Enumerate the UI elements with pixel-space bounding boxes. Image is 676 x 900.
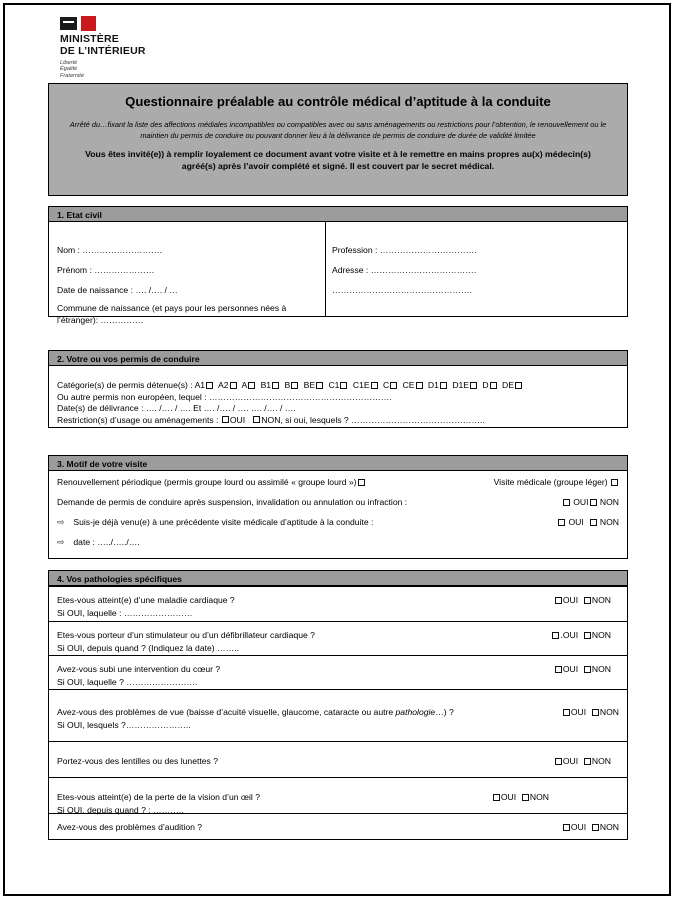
permis-category-label-d1: D1 xyxy=(427,380,439,390)
pathology-row xyxy=(48,814,628,840)
permis-autre-europeen[interactable]: Ou autre permis non européen, lequel : ………………………………………………………. xyxy=(57,391,392,402)
pathology-non-label: NON xyxy=(591,630,611,640)
permis-category-label-a: A xyxy=(241,380,248,390)
motif-visite-precedente-answers xyxy=(557,516,619,529)
field-profession[interactable]: Profession : ……………………………. xyxy=(332,245,477,255)
motif-renouvellement-row xyxy=(57,476,619,489)
legal-reference-text: Arrêté du…fixant la liste des affections médiales incompatibles ou compatibles avec ou sans aménagements ou restrictions pour l’obtention, le renouvellement ou le maintien du permis de conduire ou pouvant donner lieu à la délivrance de permis de conduire de durée de validité limitée xyxy=(69,120,607,140)
permis-category-c1e[interactable] xyxy=(353,380,379,390)
restriction-non-label: NON, si oui, lesquels ? ……………………………………….. xyxy=(261,414,485,425)
permis-category-checkbox-a1[interactable] xyxy=(206,382,213,389)
motif-groupe-leger-checkbox[interactable] xyxy=(611,479,618,486)
permis-category-label-d: D xyxy=(482,380,489,390)
section-2-heading: 2. Votre ou vos permis de conduire xyxy=(48,350,628,366)
permis-category-label-ce: CE xyxy=(402,380,415,390)
permis-category-checkbox-c1e[interactable] xyxy=(371,382,378,389)
motif-date-row xyxy=(57,536,619,549)
permis-category-checkbox-a[interactable] xyxy=(248,382,255,389)
permis-category-label-c: C xyxy=(382,380,390,390)
pathology-oui-checkbox[interactable] xyxy=(563,824,570,831)
ministry-line-1: MINISTÈRE xyxy=(60,33,119,45)
motif-date-field[interactable]: date : …../…../…. xyxy=(73,537,140,547)
permis-category-checkbox-c1[interactable] xyxy=(340,382,347,389)
permis-category-ce[interactable] xyxy=(403,380,424,390)
pathology-oui-label: OUI xyxy=(570,707,587,717)
permis-category-c1[interactable] xyxy=(328,380,348,390)
permis-category-checkbox-d1[interactable] xyxy=(440,382,447,389)
pathology-row xyxy=(48,690,628,742)
pathology-row xyxy=(48,622,628,656)
motif-suspension-non-label: NON xyxy=(599,497,619,507)
restriction-label: Restriction(s) d’usage ou aménagements : xyxy=(57,414,219,425)
permis-category-label-de: DE xyxy=(502,380,514,390)
pathology-question: Etes-vous atteint(e) de la perte de la vision d’un œil ? xyxy=(57,792,261,802)
permis-category-b[interactable] xyxy=(284,380,299,390)
permis-category-be[interactable] xyxy=(304,380,324,390)
motto-fraternite: Fraternité xyxy=(60,72,84,79)
pathology-answers xyxy=(492,791,549,804)
section-3-body xyxy=(48,471,628,559)
pathology-answers xyxy=(551,629,611,642)
motif-renouvellement-label: Renouvellement périodique (permis groupe lourd ou assimilé « groupe lourd ») xyxy=(57,477,357,487)
pathology-followup-field[interactable]: Si OUI, depuis quand ? : ……….. xyxy=(57,804,184,815)
motif-precedente-non-checkbox[interactable] xyxy=(590,519,597,526)
pathology-oui-label: OUI xyxy=(562,664,579,674)
restriction-oui-checkbox[interactable] xyxy=(222,416,229,423)
section-1-heading: 1. Etat civil xyxy=(48,206,628,222)
pathology-answers xyxy=(554,755,611,768)
flag-black-block xyxy=(60,17,77,30)
permis-category-checkbox-be[interactable] xyxy=(316,382,323,389)
pathology-question: Etes-vous atteint(e) d’une maladie cardiaque ? xyxy=(57,595,235,605)
field-prenom[interactable]: Prénom : ………………… xyxy=(57,265,155,275)
permis-category-d[interactable] xyxy=(482,380,497,390)
pathology-non-checkbox[interactable] xyxy=(584,632,591,639)
pathology-question: Avez-vous des problèmes de vue (baisse d’acuité visuelle, glaucome, cataracte ou autre pathologie…) ? xyxy=(57,707,454,717)
french-flag-icon xyxy=(60,16,104,31)
ministry-line-2: DE L’INTÉRIEUR xyxy=(60,44,146,57)
pathology-answers xyxy=(554,594,611,607)
instruction-note: Vous êtes invité(e)) à remplir loyalement ce document avant votre visite et à le remettre en mains propres au(x) médecin(s) agréé(s) après l’avoir complété et signé. Il est couvert par le secret médical. xyxy=(85,149,591,171)
section-4-body xyxy=(48,586,628,840)
pathology-non-checkbox[interactable] xyxy=(584,597,591,604)
permis-category-label-a1: A1 xyxy=(194,380,206,390)
section-pathologies xyxy=(48,570,628,840)
permis-category-c[interactable] xyxy=(383,380,398,390)
permis-category-d1e[interactable] xyxy=(452,380,478,390)
permis-category-label-d1e: D1E xyxy=(452,380,470,390)
pathology-non-label: NON xyxy=(591,664,611,674)
motif-visite-groupe-leger xyxy=(494,476,619,489)
pathology-non-label: NON xyxy=(599,822,619,832)
pathology-question: Etes-vous porteur d’un stimulateur ou d’un défibrillateur cardiaque ? xyxy=(57,630,315,640)
section-2-body xyxy=(48,366,628,428)
motif-suspension-non-checkbox[interactable] xyxy=(590,499,597,506)
motif-visite-precedente-label: Suis-je déjà venu(e) à une précédente visite médicale d’aptitude à la conduite : xyxy=(73,517,374,527)
field-adresse[interactable]: Adresse : ………………………………. xyxy=(332,265,477,275)
permis-category-label-c1: C1 xyxy=(328,380,340,390)
flag-red-block xyxy=(81,16,96,31)
permis-category-checkbox-a2[interactable] xyxy=(230,382,237,389)
pathology-oui-checkbox[interactable] xyxy=(563,709,570,716)
ministry-logo xyxy=(60,16,210,79)
motif-groupe-leger-label: Visite médicale (groupe léger) xyxy=(493,477,608,487)
motif-suspension-answers xyxy=(562,496,619,509)
motif-precedente-non-label: NON xyxy=(599,517,619,527)
pathology-row xyxy=(48,778,628,814)
permis-restrictions-line xyxy=(57,415,627,427)
restriction-oui-label: OUI xyxy=(229,414,246,425)
permis-category-checkbox-d[interactable] xyxy=(490,382,497,389)
field-adresse-line2[interactable]: …………………………………………. xyxy=(332,285,472,295)
permis-category-checkbox-de[interactable] xyxy=(515,382,522,389)
restriction-non-checkbox[interactable] xyxy=(253,416,260,423)
pathology-non-label: NON xyxy=(591,756,611,766)
pathology-oui-checkbox[interactable] xyxy=(552,632,559,639)
pathology-row xyxy=(48,586,628,622)
pathology-row xyxy=(48,742,628,778)
permis-categories-line xyxy=(57,380,627,392)
permis-category-d1[interactable] xyxy=(428,380,448,390)
permis-category-label-a2: A2 xyxy=(218,380,229,390)
motif-suspension-row xyxy=(57,496,619,509)
etat-civil-right-column xyxy=(326,222,627,316)
pathology-oui-checkbox[interactable] xyxy=(555,666,562,673)
pathology-question: Portez-vous des lentilles ou des lunettes ? xyxy=(57,756,218,766)
permis-category-label-c1e: C1E xyxy=(352,380,370,390)
permis-category-checkbox-d1e[interactable] xyxy=(470,382,477,389)
pathology-oui-checkbox[interactable] xyxy=(555,758,562,765)
pathology-non-label: NON xyxy=(591,595,611,605)
pathology-followup-field[interactable]: Si OUI, depuis quand ? (Indiquez la date) …….. xyxy=(57,642,240,653)
field-date-naissance[interactable]: Date de naissance : …. /…. / … xyxy=(57,285,178,295)
motif-precedente-oui-checkbox[interactable] xyxy=(558,519,565,526)
permis-dates-delivrance[interactable]: Date(s) de délivrance : …. /…. / …. Et …. /…. / …. …. /…. / …. xyxy=(57,403,296,414)
title-banner xyxy=(48,83,628,196)
arrow-right-icon-2: ⇨ xyxy=(57,537,65,547)
pathology-non-label: NON xyxy=(599,707,619,717)
etat-civil-left-column xyxy=(49,222,326,325)
pathology-non-checkbox[interactable] xyxy=(522,794,529,801)
pathology-oui-label: OUI xyxy=(500,792,517,802)
motif-renouvellement-checkbox[interactable] xyxy=(358,479,365,486)
pathology-followup-field[interactable]: Si OUI, lesquels ?………………….. xyxy=(57,719,191,730)
pathology-non-checkbox[interactable] xyxy=(592,709,599,716)
permis-category-a1[interactable] xyxy=(195,380,215,390)
permis-category-label-be: BE xyxy=(303,380,316,390)
pathology-oui-label: OUI xyxy=(570,822,587,832)
motif-suspension-label: Demande de permis de conduire après suspension, invalidation ou annulation ou infraction : xyxy=(57,497,408,507)
section-3-heading: 3. Motif de votre visite xyxy=(48,455,628,471)
pathology-oui-checkbox[interactable] xyxy=(493,794,500,801)
permis-categories-label: Catégorie(s) de permis détenue(s) : xyxy=(57,380,193,390)
ministry-name xyxy=(60,34,210,57)
pathology-answers xyxy=(554,663,611,676)
motif-precedente-oui-label: OUI xyxy=(568,517,584,527)
pathology-non-checkbox[interactable] xyxy=(592,824,599,831)
permis-category-a[interactable] xyxy=(241,380,256,390)
section-motif-visite xyxy=(48,455,628,559)
pathology-followup-field[interactable]: Si OUI, laquelle : …………………… xyxy=(57,607,193,618)
pathology-answers xyxy=(562,821,619,834)
motto-liberte: Liberté xyxy=(60,60,78,66)
permis-category-checkbox-b1[interactable] xyxy=(272,382,279,389)
pathology-oui-label: OUI xyxy=(562,595,579,605)
pathology-non-label: NON xyxy=(529,792,549,802)
permis-category-b1[interactable] xyxy=(261,380,281,390)
republic-motto xyxy=(60,60,210,79)
pathology-oui-checkbox[interactable] xyxy=(555,597,562,604)
permis-category-checkbox-list[interactable] xyxy=(195,380,525,390)
pathology-question: Avez-vous des problèmes d’audition ? xyxy=(57,822,203,832)
pathology-non-checkbox[interactable] xyxy=(584,758,591,765)
field-nom[interactable]: Nom : ………………………. xyxy=(57,245,163,255)
pathology-question: Avez-vous subi une intervention du cœur ? xyxy=(57,664,221,674)
motif-suspension-oui-checkbox[interactable] xyxy=(563,499,570,506)
permis-category-checkbox-b[interactable] xyxy=(291,382,298,389)
motto-egalite: Égalité xyxy=(60,66,78,73)
pathology-row xyxy=(48,656,628,690)
section-4-heading: 4. Vos pathologies spécifiques xyxy=(48,570,628,586)
pathology-non-checkbox[interactable] xyxy=(584,666,591,673)
pathology-followup-field[interactable]: Si OUI, laquelle ? ……………………. xyxy=(57,676,198,687)
section-etat-civil xyxy=(48,206,628,325)
arrow-right-icon: ⇨ xyxy=(57,517,65,527)
section-1-body xyxy=(48,222,628,325)
section-permis-conduire xyxy=(48,350,628,428)
permis-category-de[interactable] xyxy=(502,380,523,390)
field-commune-naissance[interactable]: Commune de naissance (et pays pour les personnes nées à l’étranger): …………… xyxy=(57,303,287,325)
pathology-oui-label: OUI xyxy=(562,756,579,766)
permis-category-a2[interactable] xyxy=(218,380,238,390)
permis-category-label-b1: B1 xyxy=(260,380,272,390)
pathology-oui-label: .OUI xyxy=(560,630,579,640)
permis-category-label-b: B xyxy=(284,380,291,390)
pathology-answers xyxy=(562,706,619,719)
page-title: Questionnaire préalable au contrôle médical d’aptitude à la conduite xyxy=(125,94,551,109)
motif-visite-precedente-row xyxy=(57,516,619,529)
motif-suspension-oui-label: OUI xyxy=(573,497,589,507)
permis-category-checkbox-ce[interactable] xyxy=(416,382,423,389)
pathology-question-emphasis: pathologie xyxy=(395,707,436,717)
permis-category-checkbox-c[interactable] xyxy=(390,382,397,389)
